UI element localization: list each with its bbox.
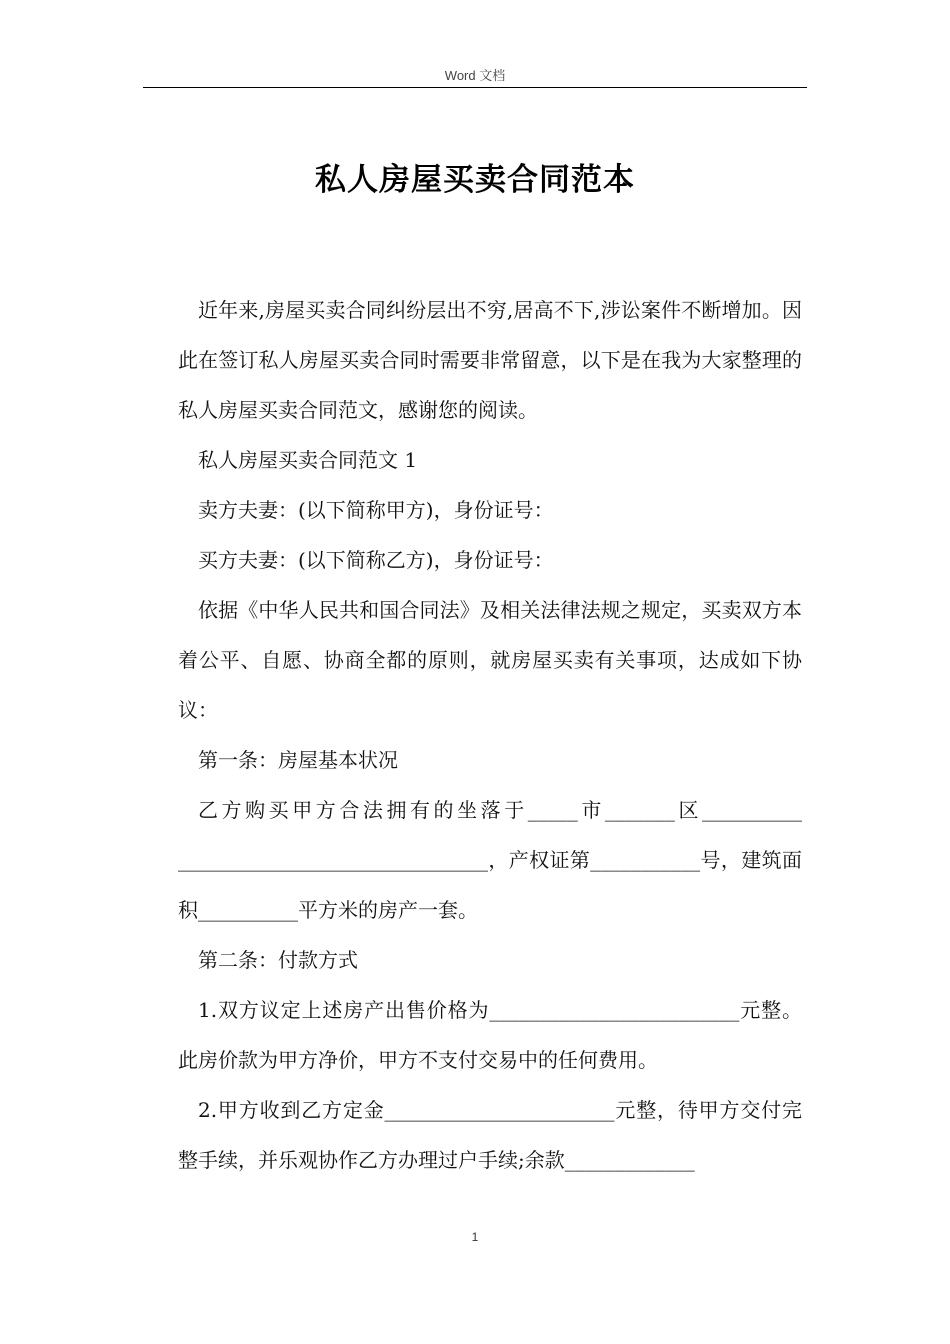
- paragraph-buyer: 买方夫妻：(以下简称乙方)，身份证号：: [198, 548, 554, 572]
- page-header: Word 文档: [444, 68, 506, 83]
- paragraph-intro: 近年来,房屋买卖合同纠纷层出不穷,居高不下,涉讼案件不断增加。因此在签订私人房屋买卖合同时需要非常留意，以下是在我为大家整理的私人房屋买卖合同范文，感谢您的阅读。: [178, 298, 802, 422]
- header-divider: [143, 87, 807, 88]
- paragraph-article-1-body: 乙方购买甲方合法拥有的坐落于_____市_______区__________ _______________________________，产权证第___________号，建筑面积__________平方米的房产一套。: [178, 798, 802, 922]
- paragraph-article-1-heading: 第一条：房屋基本状况: [198, 748, 398, 772]
- page-number: 1: [471, 1230, 479, 1244]
- document-title: 私人房屋买卖合同范本: [315, 162, 635, 198]
- paragraph-payment-1: 1.双方议定上述房产出售价格为_________________________元整。此房价款为甲方净价，甲方不支付交易中的任何费用。: [178, 998, 802, 1072]
- document-body: [178, 285, 802, 1185]
- paragraph-legal-basis: 依据《中华人民共和国合同法》及相关法律法规之规定，买卖双方本着公平、自愿、协商全都的原则，就房屋买卖有关事项，达成如下协议：: [178, 598, 802, 722]
- paragraph-payment-2: 2.甲方收到乙方定金_______________________元整，待甲方交付完整手续，并乐观协作乙方办理过户手续;余款_____________: [178, 1098, 802, 1172]
- paragraph-sample-heading: 私人房屋买卖合同范文 1: [198, 448, 418, 472]
- paragraph-seller: 卖方夫妻：(以下简称甲方)，身份证号：: [198, 498, 554, 522]
- paragraph-article-2-heading: 第二条：付款方式: [198, 948, 358, 972]
